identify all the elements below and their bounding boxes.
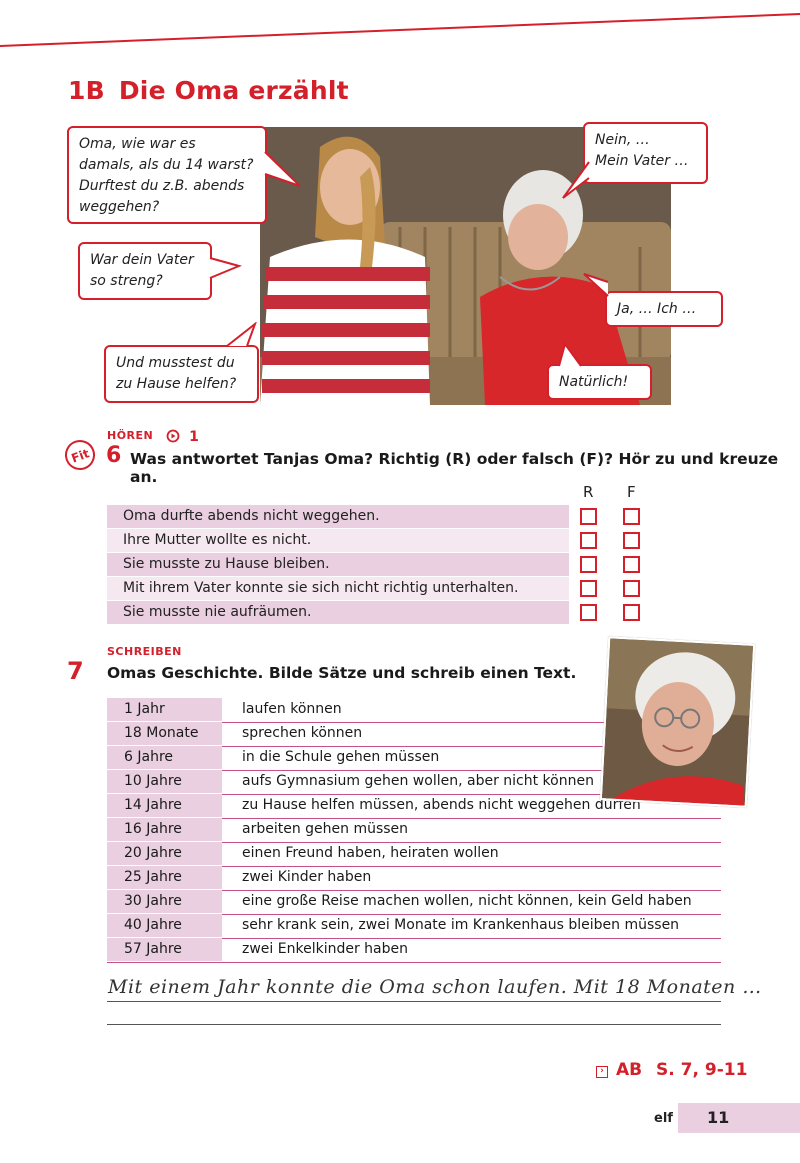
skill-label-schreiben: SCHREIBEN	[107, 645, 182, 658]
page-title	[68, 76, 349, 105]
column-header-falsch: F	[627, 483, 636, 501]
speech-bubble-question-1: Oma, wie war es damals, als du 14 warst? Durftest du z.B. abends weggehen?	[67, 126, 267, 224]
writing-line	[107, 1024, 721, 1025]
table-row	[107, 914, 721, 939]
statement-row: Oma durfte abends nicht weggehen.	[107, 505, 569, 528]
age-cell: 1 Jahr	[107, 698, 222, 721]
workbook-reference	[596, 1060, 747, 1080]
checkbox-f-3[interactable]	[623, 556, 640, 573]
bubble-tail	[264, 150, 304, 190]
activity-cell: einen Freund haben, heiraten wollen	[242, 845, 499, 861]
audio-play-icon	[166, 429, 180, 443]
speech-bubble-question-3: Und musstest du zu Hause helfen?	[104, 345, 259, 403]
example-sentence: Mit einem Jahr konnte die Oma schon laufen. Mit 18 Monaten …	[108, 976, 762, 998]
activity-cell: laufen können	[242, 701, 342, 717]
checkbox-r-2[interactable]	[580, 532, 597, 549]
page-word: elf	[654, 1111, 673, 1126]
speech-bubble-answer-2: Ja, … Ich …	[605, 291, 723, 327]
checkbox-r-4[interactable]	[580, 580, 597, 597]
checkbox-f-4[interactable]	[623, 580, 640, 597]
age-cell: 57 Jahre	[107, 938, 222, 961]
checkbox-f-5[interactable]	[623, 604, 640, 621]
workbook-label: AB	[616, 1060, 643, 1080]
audio-track	[166, 426, 199, 445]
bubble-tail	[560, 160, 590, 202]
audio-track-number: 1	[189, 429, 199, 445]
exercise-6-instruction: Was antwortet Tanjas Oma? Richtig (R) oder falsch (F)? Hör zu und kreuze an.	[130, 450, 779, 486]
top-rule	[0, 0, 800, 50]
activity-cell: eine große Reise machen wollen, nicht können, kein Geld haben	[242, 893, 692, 909]
checkbox-r-3[interactable]	[580, 556, 597, 573]
age-cell: 6 Jahre	[107, 746, 222, 769]
table-row	[107, 890, 721, 915]
statement-row: Ihre Mutter wollte es nicht.	[107, 529, 569, 552]
page-number-band	[678, 1103, 800, 1133]
checkbox-r-5[interactable]	[580, 604, 597, 621]
activity-cell: arbeiten gehen müssen	[242, 821, 409, 837]
arrow-link-icon: ›	[596, 1066, 608, 1078]
lesson-code: 1B	[68, 76, 105, 105]
age-cell: 20 Jahre	[107, 842, 222, 865]
activity-cell: in die Schule gehen müssen	[242, 749, 440, 765]
checkbox-r-1[interactable]	[580, 508, 597, 525]
grandma-portrait	[600, 636, 755, 807]
workbook-pages: S. 7, 9-11	[656, 1060, 748, 1080]
age-cell: 10 Jahre	[107, 770, 222, 793]
speech-bubble-answer-1: Nein, … Mein Vater …	[583, 122, 708, 184]
table-row	[107, 842, 721, 867]
column-header-richtig: R	[583, 483, 594, 501]
bubble-tail	[582, 272, 610, 298]
table-row	[107, 818, 721, 843]
exercise-number-6: 6	[106, 443, 122, 468]
checkbox-f-2[interactable]	[623, 532, 640, 549]
statement-row: Sie musste zu Hause bleiben.	[107, 553, 569, 576]
table-row	[107, 938, 721, 963]
age-cell: 18 Monate	[107, 722, 222, 745]
activity-cell: aufs Gymnasium gehen wollen, aber nicht können	[242, 773, 594, 789]
activity-cell: sehr krank sein, zwei Monate im Krankenhaus bleiben müssen	[242, 917, 680, 933]
exercise-7-instruction: Omas Geschichte. Bilde Sätze und schreib einen Text.	[107, 664, 577, 682]
statement-row: Mit ihrem Vater konnte sie sich nicht richtig unterhalten.	[107, 577, 569, 600]
age-cell: 14 Jahre	[107, 794, 222, 817]
activity-cell: zwei Kinder haben	[242, 869, 372, 885]
table-row	[107, 866, 721, 891]
age-cell: 40 Jahre	[107, 914, 222, 937]
speech-bubble-answer-3: Natürlich!	[547, 364, 652, 400]
exercise-number-7: 7	[67, 657, 84, 685]
bubble-tail	[209, 256, 243, 286]
age-cell: 25 Jahre	[107, 866, 222, 889]
fit-badge: Fit	[61, 436, 99, 474]
page-number: 11	[707, 1108, 730, 1127]
statement-row: Sie musste nie aufräumen.	[107, 601, 569, 624]
age-cell: 16 Jahre	[107, 818, 222, 841]
bubble-tail	[555, 342, 585, 368]
speech-bubble-question-2: War dein Vater so streng?	[78, 242, 212, 300]
activity-cell: sprechen können	[242, 725, 363, 741]
checkbox-f-1[interactable]	[623, 508, 640, 525]
age-cell: 30 Jahre	[107, 890, 222, 913]
activity-cell: zwei Enkelkinder haben	[242, 941, 408, 957]
skill-label-hoeren: HÖREN	[107, 429, 154, 442]
lesson-title: Die Oma erzählt	[118, 76, 349, 105]
activity-cell: zu Hause helfen müssen, abends nicht weggehen dürfen	[242, 797, 641, 813]
writing-line	[107, 1001, 721, 1002]
bubble-tail	[225, 322, 259, 348]
